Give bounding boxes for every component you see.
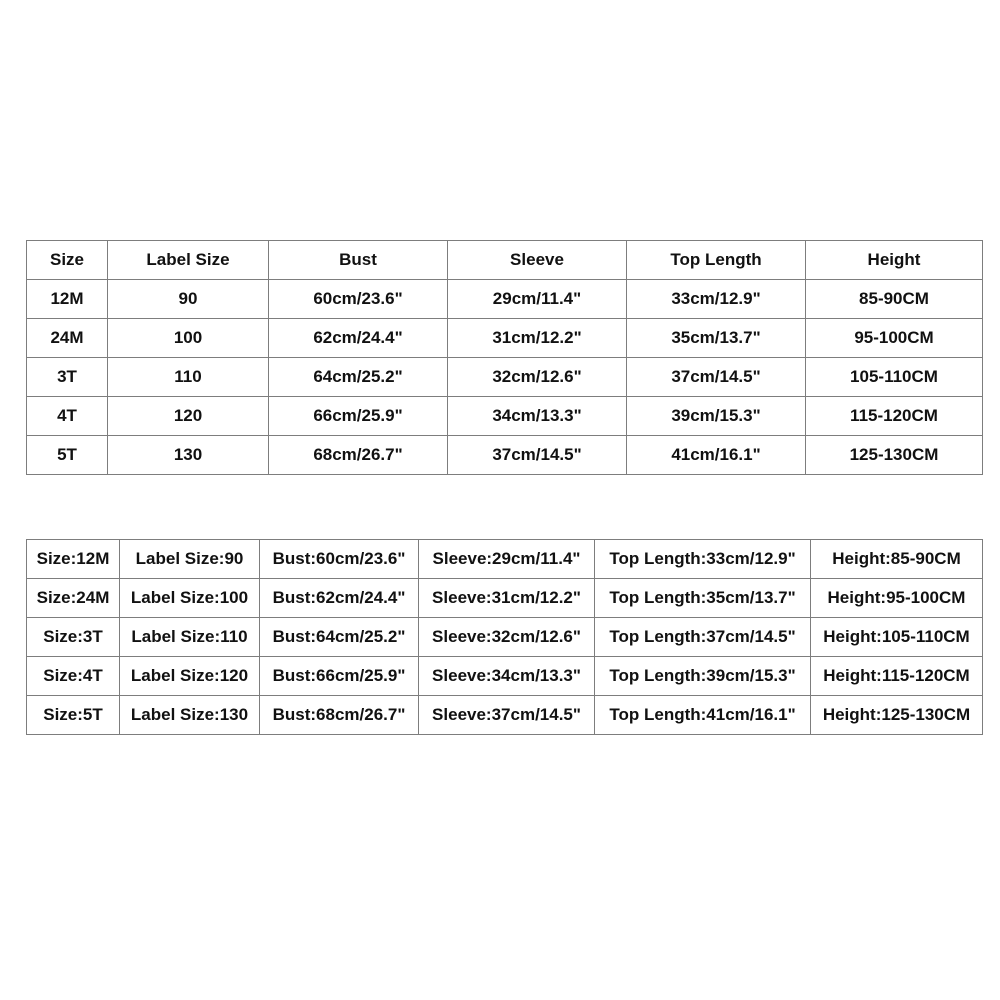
table-cell: 66cm/25.9" — [269, 397, 448, 436]
table-cell: 29cm/11.4" — [448, 280, 627, 319]
table-cell: 85-90CM — [806, 280, 983, 319]
table-cell: Sleeve:31cm/12.2" — [419, 579, 595, 618]
table-cell: Height:95-100CM — [811, 579, 983, 618]
table-row — [27, 579, 983, 618]
table-cell: Sleeve:32cm/12.6" — [419, 618, 595, 657]
table-cell: Height:105-110CM — [811, 618, 983, 657]
table-cell: Bust:68cm/26.7" — [260, 696, 419, 735]
table-cell: 90 — [108, 280, 269, 319]
table-row — [27, 397, 983, 436]
table-cell: 32cm/12.6" — [448, 358, 627, 397]
table-cell: 37cm/14.5" — [627, 358, 806, 397]
size-chart-table — [26, 240, 983, 475]
table-row — [27, 657, 983, 696]
table-cell: 62cm/24.4" — [269, 319, 448, 358]
table-cell: Top Length:39cm/15.3" — [595, 657, 811, 696]
table-cell: 120 — [108, 397, 269, 436]
table-cell: 39cm/15.3" — [627, 397, 806, 436]
table-cell: Height:115-120CM — [811, 657, 983, 696]
table-cell: Top Length:41cm/16.1" — [595, 696, 811, 735]
table-row — [27, 618, 983, 657]
table-cell: 105-110CM — [806, 358, 983, 397]
table-cell: 3T — [27, 358, 108, 397]
table-cell: 115-120CM — [806, 397, 983, 436]
table-row — [27, 696, 983, 735]
table-row — [27, 358, 983, 397]
table-cell: Sleeve:34cm/13.3" — [419, 657, 595, 696]
table-row — [27, 436, 983, 475]
table-cell: 41cm/16.1" — [627, 436, 806, 475]
size-chart-inline-table — [26, 539, 983, 735]
table-cell: Size:24M — [27, 579, 120, 618]
table-row — [27, 319, 983, 358]
table-cell: Size:12M — [27, 540, 120, 579]
table-cell: 34cm/13.3" — [448, 397, 627, 436]
table-cell: Top Length:33cm/12.9" — [595, 540, 811, 579]
table-cell: Label Size:130 — [120, 696, 260, 735]
table-cell: 64cm/25.2" — [269, 358, 448, 397]
table-cell: Sleeve:29cm/11.4" — [419, 540, 595, 579]
table-cell: 5T — [27, 436, 108, 475]
table-cell: 33cm/12.9" — [627, 280, 806, 319]
header-cell: Size — [27, 241, 108, 280]
table-cell: Label Size:110 — [120, 618, 260, 657]
table-cell: 24M — [27, 319, 108, 358]
header-cell: Bust — [269, 241, 448, 280]
header-cell: Sleeve — [448, 241, 627, 280]
table-cell: Bust:62cm/24.4" — [260, 579, 419, 618]
table-cell: Size:4T — [27, 657, 120, 696]
table-cell: 110 — [108, 358, 269, 397]
table-cell: 60cm/23.6" — [269, 280, 448, 319]
table-cell: Bust:64cm/25.2" — [260, 618, 419, 657]
table-row — [27, 280, 983, 319]
table-row — [27, 540, 983, 579]
table-cell: Bust:60cm/23.6" — [260, 540, 419, 579]
table-cell: Height:85-90CM — [811, 540, 983, 579]
table-cell: Label Size:120 — [120, 657, 260, 696]
table-cell: Sleeve:37cm/14.5" — [419, 696, 595, 735]
table-cell: 37cm/14.5" — [448, 436, 627, 475]
header-cell: Top Length — [627, 241, 806, 280]
header-cell: Height — [806, 241, 983, 280]
table-cell: 12M — [27, 280, 108, 319]
table-cell: Height:125-130CM — [811, 696, 983, 735]
table-cell: 125-130CM — [806, 436, 983, 475]
table-cell: Label Size:100 — [120, 579, 260, 618]
table-cell: Size:3T — [27, 618, 120, 657]
table-cell: Label Size:90 — [120, 540, 260, 579]
table-cell: Top Length:37cm/14.5" — [595, 618, 811, 657]
header-cell: Label Size — [108, 241, 269, 280]
table-cell: 130 — [108, 436, 269, 475]
table-cell: Bust:66cm/25.9" — [260, 657, 419, 696]
table-cell: 35cm/13.7" — [627, 319, 806, 358]
table-cell: 31cm/12.2" — [448, 319, 627, 358]
table-cell: 95-100CM — [806, 319, 983, 358]
table-cell: 68cm/26.7" — [269, 436, 448, 475]
table-cell: 100 — [108, 319, 269, 358]
table-header-row — [27, 241, 983, 280]
table-cell: 4T — [27, 397, 108, 436]
table-cell: Size:5T — [27, 696, 120, 735]
table-cell: Top Length:35cm/13.7" — [595, 579, 811, 618]
